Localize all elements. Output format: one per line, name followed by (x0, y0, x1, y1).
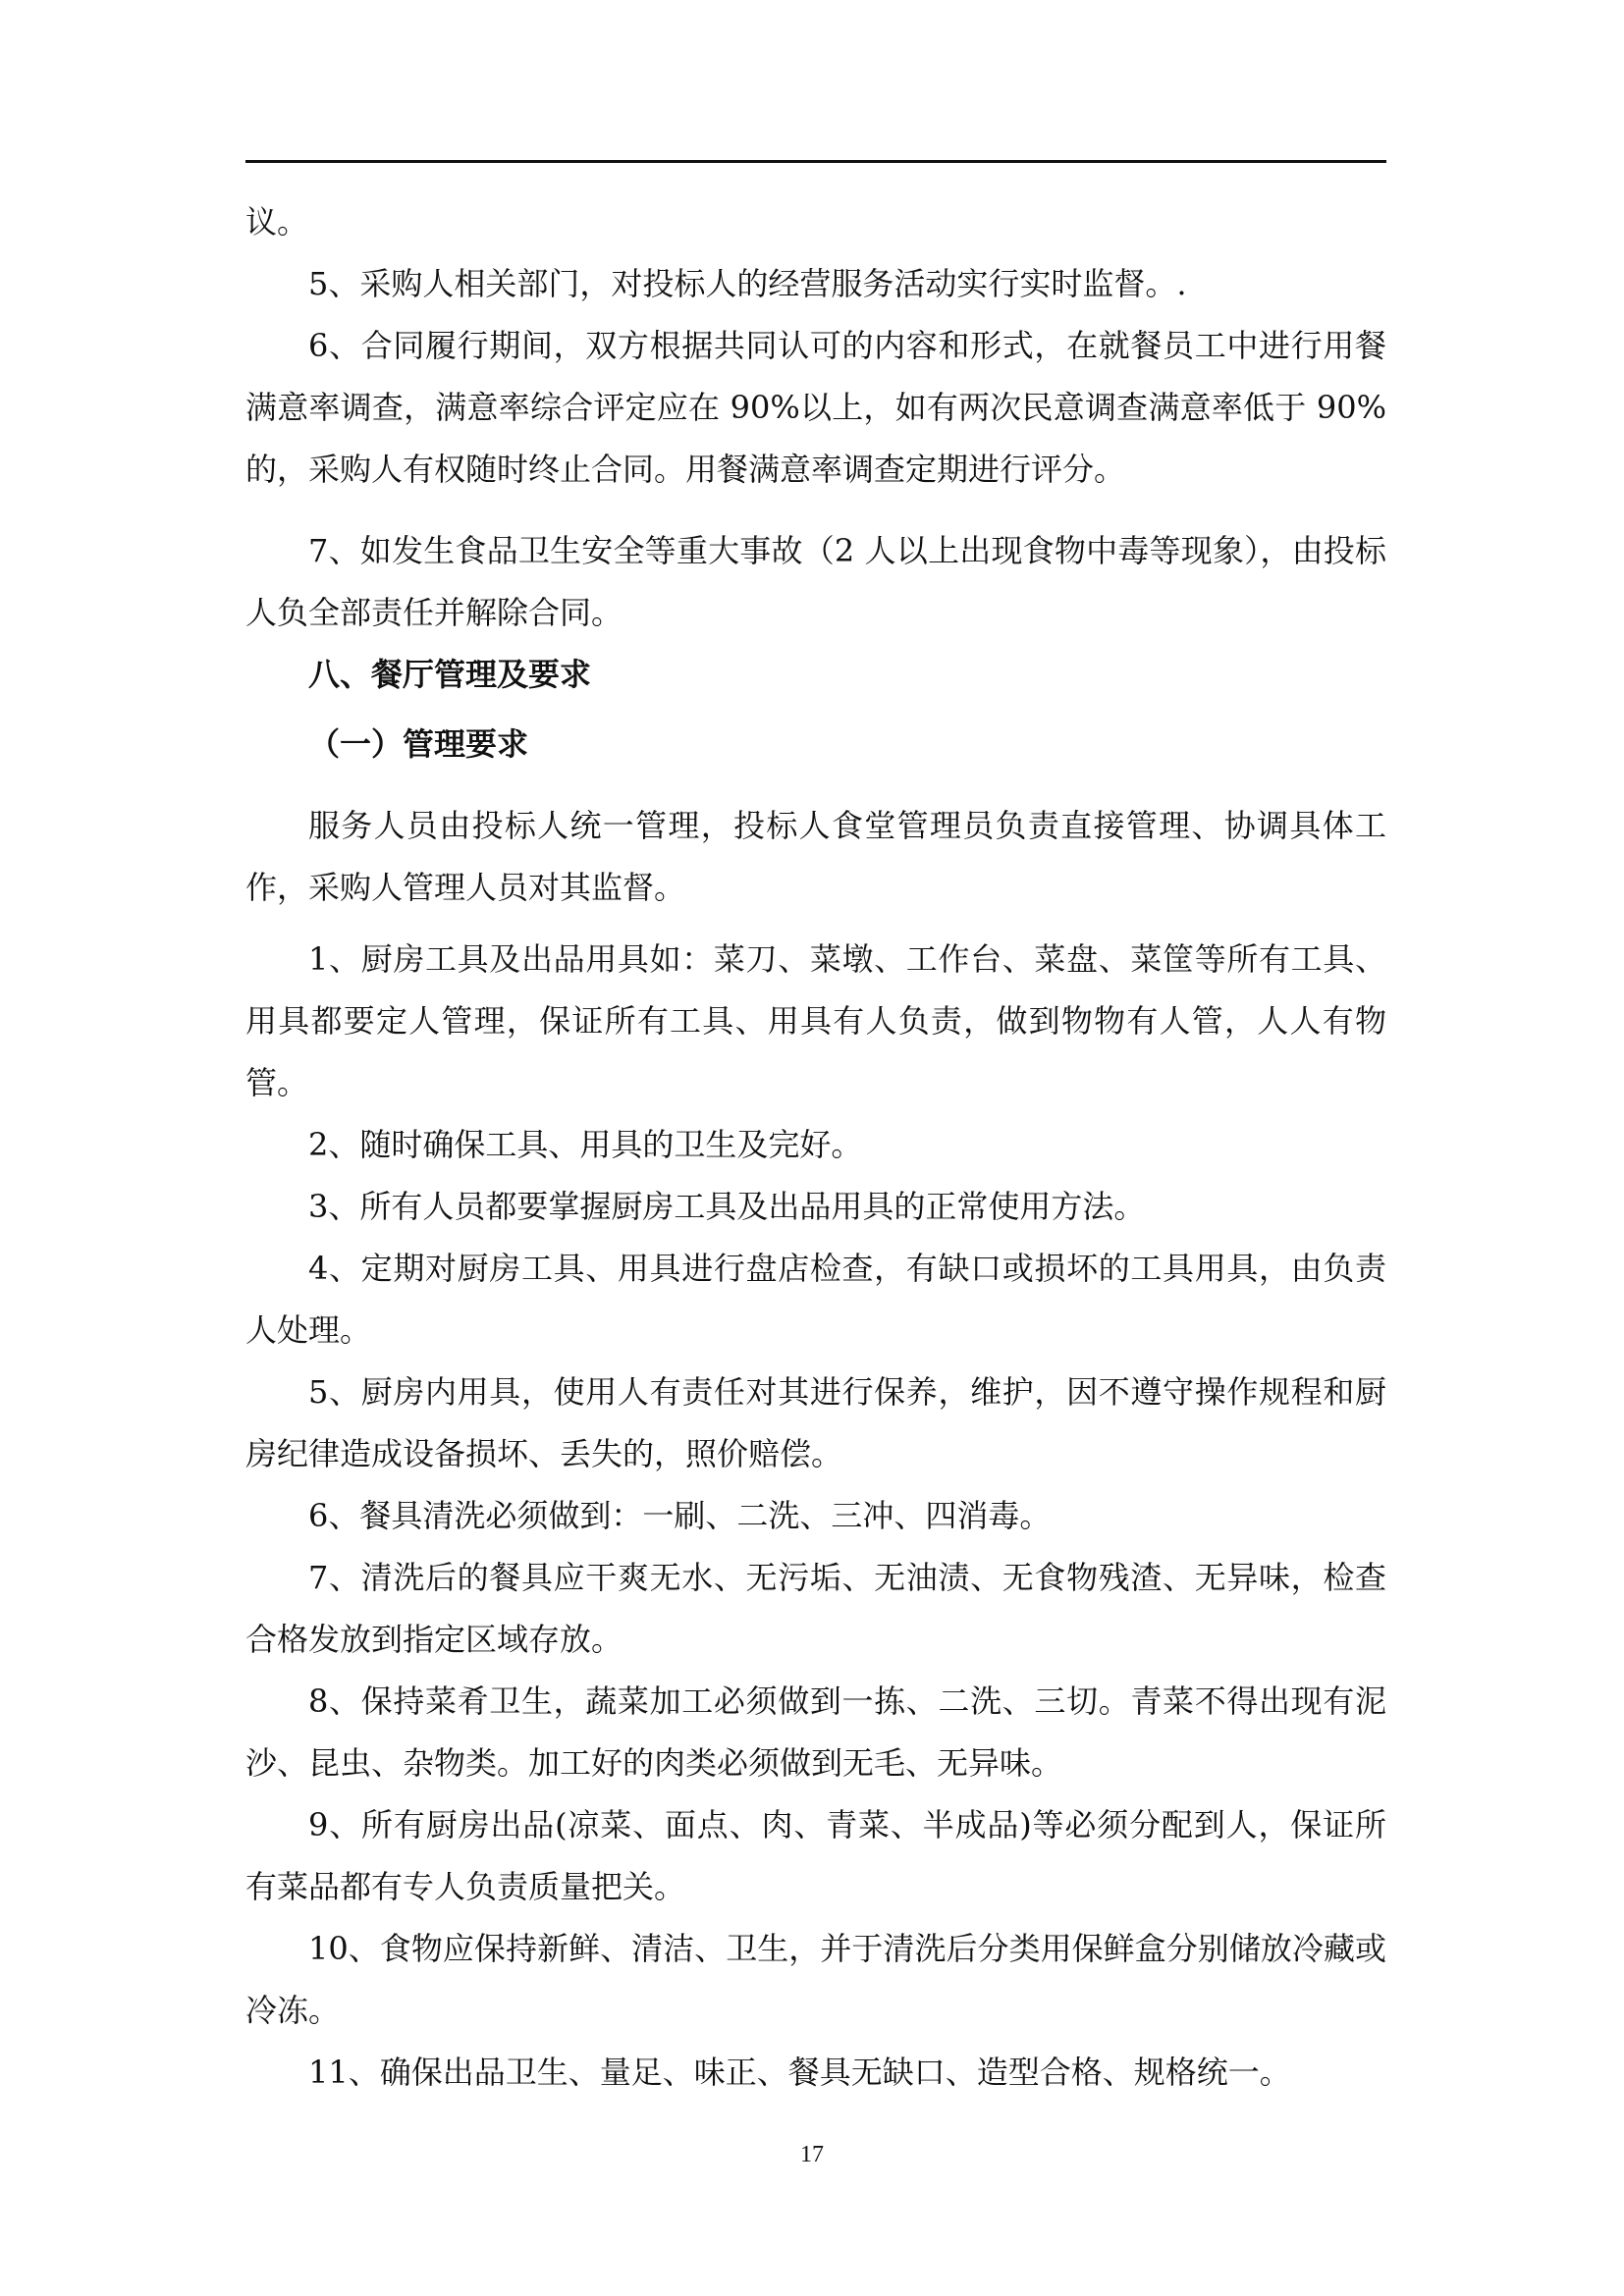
header-rule (245, 160, 1386, 163)
paragraph-item-5-supervision: 5、采购人相关部门，对投标人的经营服务活动实行实时监督。. (308, 265, 1187, 302)
paragraph-item-7-food-safety: 7、如发生食品卫生安全等重大事故（2 人以上出现食物中毒等现象），由投标人负全部责任并解除合同。 (245, 532, 1386, 631)
section-heading-8: 八、餐厅管理及要求 (308, 656, 592, 693)
paragraph-rule-5: 5、厨房内用具，使用人有责任对其进行保养，维护，因不遵守操作规程和厨房纪律造成设备损坏、丢失的，照价赔偿。 (245, 1373, 1386, 1472)
paragraph-item-6-satisfaction-survey: 6、合同履行期间，双方根据共同认可的内容和形式，在就餐员工中进行用餐满意率调查，满意率综合评定应在 90%以上，如有两次民意调查满意率低于 90%的，采购人有权随时终止合同。用餐满意率调查定期进行评分。 (245, 327, 1386, 488)
paragraph-rule-2: 2、随时确保工具、用具的卫生及完好。 (308, 1126, 863, 1163)
paragraph-rule-10: 10、食物应保持新鲜、清洁、卫生，并于清洗后分类用保鲜盒分别储放冷藏或冷冻。 (245, 1930, 1386, 2029)
paragraph-rule-8: 8、保持菜肴卫生，蔬菜加工必须做到一拣、二洗、三切。青菜不得出现有泥沙、昆虫、杂物类。加工好的肉类必须做到无毛、无异味。 (245, 1682, 1386, 1782)
paragraph-rule-1: 1、厨房工具及出品用具如：菜刀、菜墩、工作台、菜盘、菜筐等所有工具、用具都要定人管理，保证所有工具、用具有人负责，做到物物有人管，人人有物管。 (245, 940, 1386, 1101)
paragraph-rule-4: 4、定期对厨房工具、用具进行盘店检查，有缺口或损坏的工具用具，由负责人处理。 (245, 1250, 1386, 1349)
paragraph-rule-11: 11、确保出品卫生、量足、味正、餐具无缺口、造型合格、规格统一。 (308, 2054, 1291, 2091)
paragraph-rule-9: 9、所有厨房出品(凉菜、面点、肉、青菜、半成品)等必须分配到人，保证所有菜品都有专人负责质量把关。 (245, 1806, 1386, 1905)
paragraph-rule-7: 7、清洗后的餐具应干爽无水、无污垢、无油渍、无食物残渣、无异味，检查合格发放到指定区域存放。 (245, 1559, 1386, 1658)
paragraph-rule-6: 6、餐具清洗必须做到：一刷、二洗、三冲、四消毒。 (308, 1497, 1052, 1534)
page-number: 17 (800, 2142, 824, 2167)
paragraph-continuation: 议。 (245, 203, 309, 240)
document-body (245, 191, 1386, 2104)
paragraph-rule-3: 3、所有人员都要掌握厨房工具及出品用具的正常使用方法。 (308, 1188, 1146, 1225)
subsection-heading-management: （一）管理要求 (308, 725, 529, 763)
paragraph-management-intro: 服务人员由投标人统一管理，投标人食堂管理员负责直接管理、协调具体工作，采购人管理人员对其监督。 (245, 807, 1386, 906)
